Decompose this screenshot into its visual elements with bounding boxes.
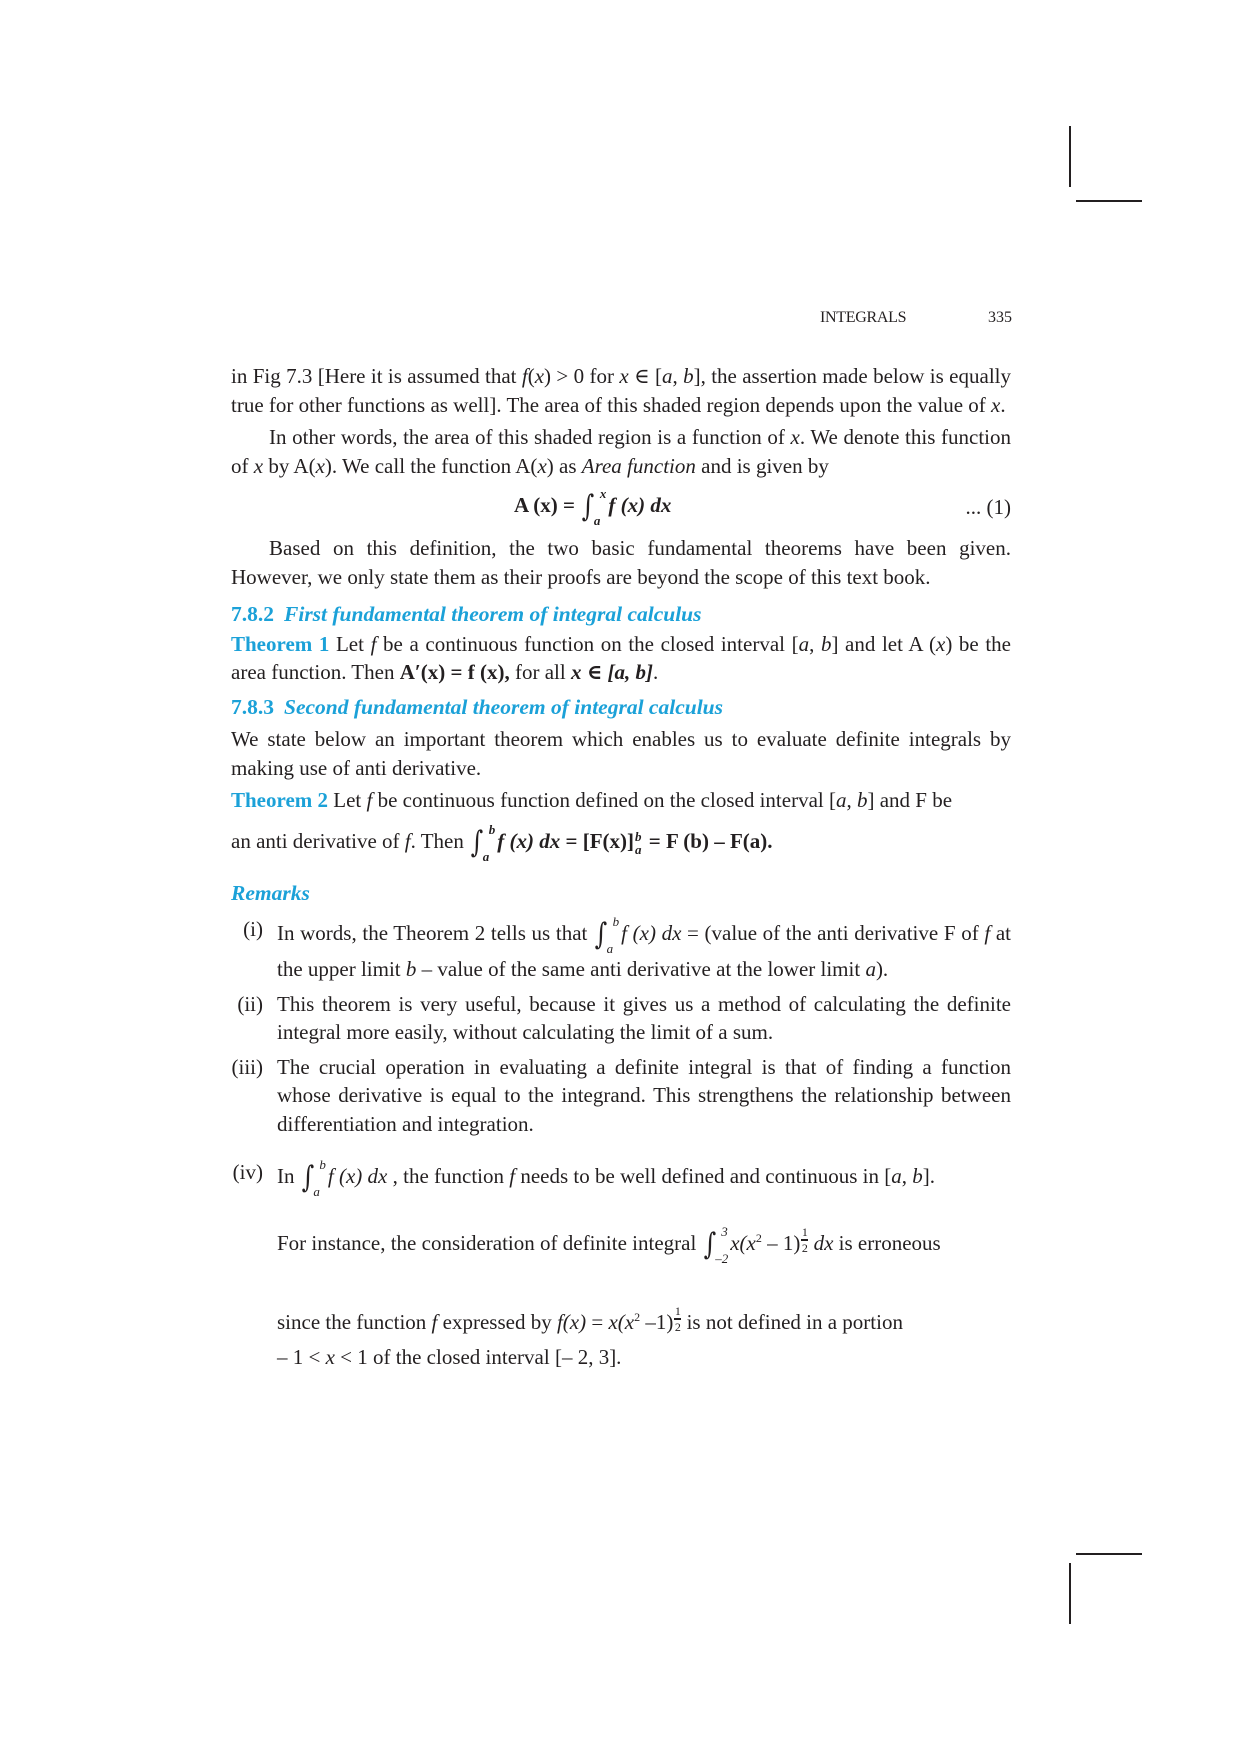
equation-label: ... (1): [965, 494, 1011, 519]
theorem-2-label: Theorem 2: [231, 788, 329, 812]
paragraph-area-function: In other words, the area of this shaded region is a function of x. We denote this function of x by A(x). We call the function A(x) as Area function and is given by: [231, 425, 1011, 478]
theorem-1-label: Theorem 1: [231, 631, 330, 656]
crop-mark-bottom-horizontal: [1076, 1553, 1142, 1555]
fraction-one-half: $\frac{1}{2}$: [801, 1225, 808, 1255]
crop-mark-bottom-vertical: [1069, 1563, 1071, 1624]
paragraph-second-theorem-intro: We state below an important theorem which enables us to evaluate definite integrals by making use of anti derivative.: [231, 727, 1011, 780]
paragraph-area-context: in Fig 7.3 [Here it is assumed that f(x) > 0 for x ∈ [a, b], the assertion made below is equally true for other functions as well]. The area of this shaded region depends upon the value of x.: [231, 364, 1011, 417]
running-header: [820, 309, 1012, 327]
remarks-heading: Remarks: [231, 880, 310, 905]
paragraph-theorems-intro: Based on this definition, the two basic fundamental theorems have been given. However, we only state them as their proofs are beyond the scope of this text book.: [231, 536, 1011, 589]
equation-1: A (x) = ∫ x a f (x) dx ... (1): [514, 486, 1011, 528]
page-body: [231, 362, 1011, 1371]
equation-lhs: A (x) =: [514, 492, 575, 517]
crop-mark-top-horizontal: [1076, 200, 1142, 202]
integral-sign: ∫: [703, 1227, 716, 1263]
integral-sign: ∫: [470, 824, 484, 860]
remark-item-iv: (iv) In ∫ b a f (x) dx , the function f needs to be well defined and continuous in [a, b]. For instance, the consideration of definite integral ∫ 3 –2 $x(x^2 - 1)$ $\frac{1}{2}$ dx is erroneous since the function f expressed by $f(x) = x(x^2$ –1) $\frac{1}{2}$ is not defined in a portion – 1 < x < 1 of the closed interval [– 2, 3].: [231, 1158, 1011, 1371]
remark-item-i: (i) In words, the Theorem 2 tells us that ∫ b a f (x) dx = (value of the anti derivative F of f at the upper limit b – value of the same anti derivative at the lower limit a).: [243, 914, 1011, 981]
equation-integrand: f (x) dx: [608, 492, 672, 517]
fraction-one-half: $\frac{1}{2}$: [674, 1304, 681, 1335]
integral-sign: ∫: [301, 1160, 314, 1195]
running-title: INTEGRALS: [820, 309, 907, 326]
theorem-2: Theorem 2 Let f be continuous function defined on the closed interval [a, b] and F be: [231, 788, 953, 812]
integral-sign: ∫: [594, 917, 608, 952]
section-heading-7-8-2: 7.8.2 First fundamental theorem of integral calculus: [231, 602, 702, 626]
remark-iv-example: For instance, the consideration of definite integral ∫ 3 –2 $x(x^2 - 1)$ $\frac{1}{2}$ dx is erroneous: [277, 1224, 941, 1267]
remark-item-ii: (ii) This theorem is very useful, because it gives us a method of calculating the definite integral more easily, without calculating the limit of a sum.: [237, 991, 1011, 1044]
theorem-1: Theorem 1 Let f be a continuous function on the closed interval [a, b] and let A (x) be the area function. Then A′(x) = f (x), for all x ∈ [a, b].: [231, 631, 1012, 684]
page-number: 335: [988, 309, 1012, 326]
crop-mark-top-vertical: [1069, 126, 1071, 187]
remark-item-iii: (iii) The crucial operation in evaluating a definite integral is that of finding a function whose derivative is equal to the integrand. This strengthens the relationship between differentiation and integration.: [231, 1054, 1011, 1136]
theorem-2-statement: an anti derivative of f. Then ∫ b a f (x) dx = [F(x)] b a = F (b) – F(a).: [231, 821, 773, 864]
section-heading-7-8-3: 7.8.3 Second fundamental theorem of integral calculus: [231, 694, 723, 719]
integral-sign: ∫: [581, 489, 595, 524]
